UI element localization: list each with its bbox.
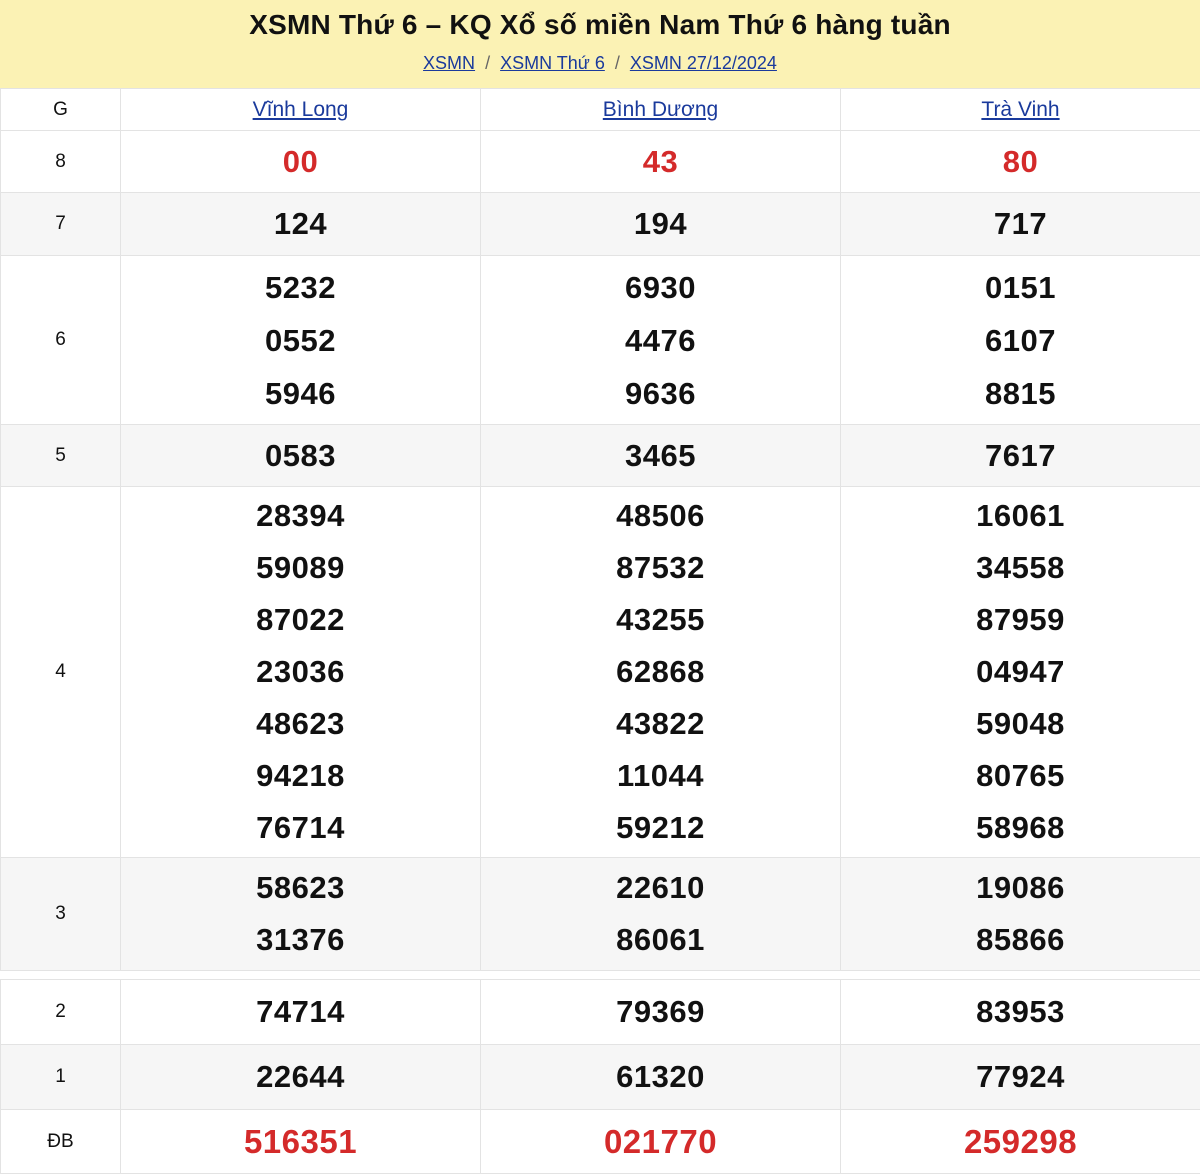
row-spacer (1, 971, 1200, 980)
prize-row-g4 (1, 487, 1200, 858)
page-title: XSMN Thứ 6 – KQ Xổ số miền Nam Thứ 6 hàng tuần (249, 8, 951, 42)
prize-row-g8 (1, 131, 1200, 193)
breadcrumb-separator: / (485, 51, 490, 75)
result-cell (121, 256, 481, 425)
result-cell (481, 1045, 841, 1110)
breadcrumb-link-date[interactable]: XSMN 27/12/2024 (630, 51, 777, 75)
result-cell (841, 131, 1200, 193)
result-cell (121, 425, 481, 487)
result-cell (121, 193, 481, 256)
result-cell (481, 193, 841, 256)
prize-label: 1 (1, 1045, 121, 1110)
spacer-cell (841, 971, 1200, 980)
breadcrumb-link-xsmn-thu-6[interactable]: XSMN Thứ 6 (500, 51, 605, 75)
prize-row-g7 (1, 193, 1200, 256)
result-number: 4476 (481, 314, 840, 367)
result-number: 43255 (481, 594, 840, 646)
prize-label: 4 (1, 487, 121, 858)
result-cell (481, 980, 841, 1045)
prize-label: ĐB (1, 1110, 121, 1174)
result-number: 48506 (481, 490, 840, 542)
result-cell (481, 858, 841, 971)
prize-label: 6 (1, 256, 121, 425)
result-number: 85866 (841, 914, 1200, 966)
result-number: 80765 (841, 750, 1200, 802)
result-number: 87022 (121, 594, 480, 646)
prize-row-special (1, 1110, 1200, 1174)
result-number: 259298 (841, 1123, 1200, 1161)
result-number: 516351 (121, 1123, 480, 1161)
result-cell (841, 193, 1200, 256)
prize-row-g2 (1, 980, 1200, 1045)
result-cell (841, 980, 1200, 1045)
result-number: 59048 (841, 698, 1200, 750)
province-link-binh-duong[interactable]: Bình Dương (603, 98, 718, 121)
result-number: 87532 (481, 542, 840, 594)
result-cell (481, 425, 841, 487)
province-header-vinh-long (121, 89, 481, 131)
result-number: 58968 (841, 802, 1200, 854)
result-number: 87959 (841, 594, 1200, 646)
spacer-cell (481, 971, 841, 980)
table-header-row (1, 89, 1200, 131)
result-number: 76714 (121, 802, 480, 854)
result-number: 86061 (481, 914, 840, 966)
prize-label: 8 (1, 131, 121, 193)
result-number: 717 (841, 206, 1200, 242)
results-table (0, 88, 1200, 1174)
spacer-cell (1, 971, 121, 980)
result-number: 19086 (841, 862, 1200, 914)
result-cell (121, 1045, 481, 1110)
result-number: 021770 (481, 1123, 840, 1161)
result-number: 11044 (481, 750, 840, 802)
result-number: 194 (481, 206, 840, 242)
province-link-vinh-long[interactable]: Vĩnh Long (253, 98, 349, 121)
breadcrumb-separator: / (615, 51, 620, 75)
result-number: 59089 (121, 542, 480, 594)
page-header (0, 0, 1200, 88)
result-number: 23036 (121, 646, 480, 698)
result-cell (841, 487, 1200, 858)
prize-row-g6 (1, 256, 1200, 425)
result-number: 28394 (121, 490, 480, 542)
result-number: 62868 (481, 646, 840, 698)
result-number: 83953 (841, 994, 1200, 1030)
result-cell (121, 131, 481, 193)
result-number: 34558 (841, 542, 1200, 594)
prize-row-g5 (1, 425, 1200, 487)
prize-column-header: G (1, 89, 121, 131)
result-cell (841, 1045, 1200, 1110)
result-cell (121, 1110, 481, 1174)
result-number: 16061 (841, 490, 1200, 542)
province-header-binh-duong (481, 89, 841, 131)
result-number: 9636 (481, 367, 840, 420)
breadcrumb (423, 51, 777, 75)
result-cell (121, 858, 481, 971)
result-cell (121, 487, 481, 858)
prize-row-g3 (1, 858, 1200, 971)
result-number: 0552 (121, 314, 480, 367)
result-cell (481, 1110, 841, 1174)
result-number: 59212 (481, 802, 840, 854)
result-number: 8815 (841, 367, 1200, 420)
result-number: 5946 (121, 367, 480, 420)
spacer-cell (121, 971, 481, 980)
result-number: 04947 (841, 646, 1200, 698)
result-cell (841, 256, 1200, 425)
result-number: 5232 (121, 261, 480, 314)
result-number: 48623 (121, 698, 480, 750)
result-number: 61320 (481, 1059, 840, 1095)
result-cell (481, 131, 841, 193)
result-number: 0151 (841, 261, 1200, 314)
breadcrumb-link-xsmn[interactable]: XSMN (423, 51, 475, 75)
result-number: 31376 (121, 914, 480, 966)
result-number: 6930 (481, 261, 840, 314)
result-cell (481, 256, 841, 425)
prize-label: 2 (1, 980, 121, 1045)
result-number: 22610 (481, 862, 840, 914)
prize-label: 7 (1, 193, 121, 256)
result-number: 00 (121, 144, 480, 180)
result-number: 124 (121, 206, 480, 242)
result-number: 80 (841, 144, 1200, 180)
result-cell (121, 980, 481, 1045)
result-number: 79369 (481, 994, 840, 1030)
result-number: 22644 (121, 1059, 480, 1095)
result-cell (841, 425, 1200, 487)
result-number: 0583 (121, 438, 480, 474)
prize-row-g1 (1, 1045, 1200, 1110)
result-number: 43 (481, 144, 840, 180)
result-number: 94218 (121, 750, 480, 802)
prize-label: 5 (1, 425, 121, 487)
result-number: 58623 (121, 862, 480, 914)
result-number: 3465 (481, 438, 840, 474)
result-cell (841, 858, 1200, 971)
result-number: 43822 (481, 698, 840, 750)
result-number: 77924 (841, 1059, 1200, 1095)
province-header-tra-vinh (841, 89, 1200, 131)
result-number: 74714 (121, 994, 480, 1030)
prize-label: 3 (1, 858, 121, 971)
result-number: 6107 (841, 314, 1200, 367)
result-number: 7617 (841, 438, 1200, 474)
result-cell (481, 487, 841, 858)
result-cell (841, 1110, 1200, 1174)
province-link-tra-vinh[interactable]: Trà Vinh (981, 98, 1059, 121)
